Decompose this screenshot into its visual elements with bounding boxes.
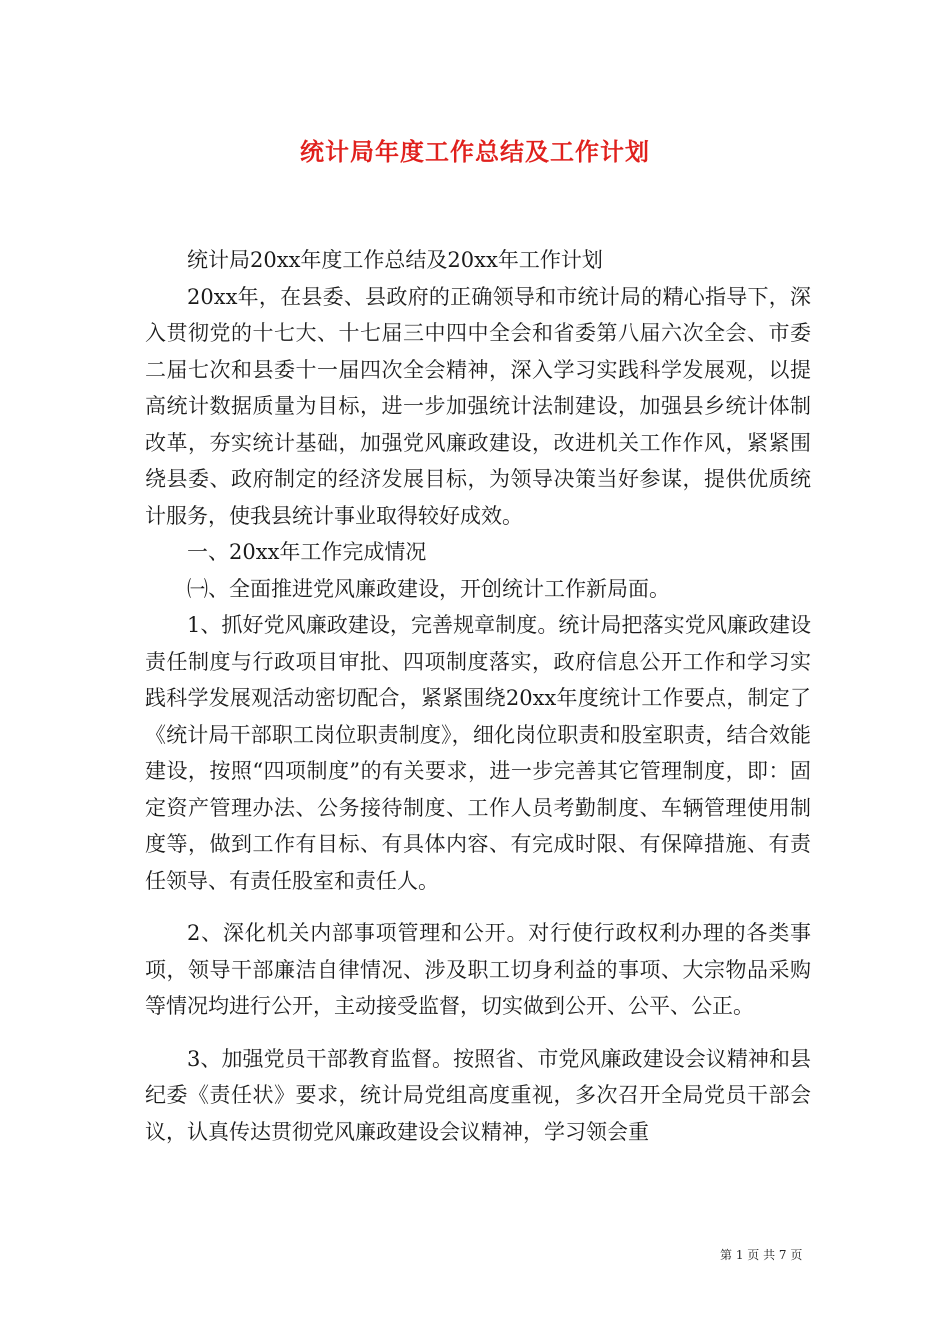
- section-heading: 一、20xx年工作完成情况: [187, 540, 427, 564]
- document-title: 统计局年度工作总结及工作计划: [300, 137, 650, 166]
- paragraph-item-2: 2、深化机关内部事项管理和公开。对行使行政权利办理的各类事项，领导干部廉洁自律情况、涉及职工切身利益的事项、大宗物品采购等情况均进行公开，主动接受监督，切实做到公开、公平、公正。: [145, 921, 811, 1018]
- paragraph-item-1: 1、抓好党风廉政建设，完善规章制度。统计局把落实党风廉政建设责任制度与行政项目审批、四项制度落实，政府信息公开工作和学习实践科学发展观活动密切配合，紧紧围绕20xx年度统计工作要点，制定了《统计局干部职工岗位职责制度》，细化岗位职责和股室职责，结合效能建设，按照“四项制度”的有关要求，进一步完善其它管理制度，即：固定资产管理办法、公务接待制度、工作人员考勤制度、车辆管理使用制度等，做到工作有目标、有具体内容、有完成时限、有保障措施、有责任领导、有责任股室和责任人。: [145, 613, 811, 893]
- subsection-heading: ㈠、全面推进党风廉政建设，开创统计工作新局面。: [187, 576, 670, 601]
- paragraph-subtitle: 统计局20xx年度工作总结及20xx年工作计划: [187, 248, 603, 272]
- document-body: [145, 242, 811, 1150]
- paragraph-item-3: 3、加强党员干部教育监督。按照省、市党风廉政建设会议精神和县纪委《责任状》要求，统计局党组高度重视，多次召开全局党员干部会议，认真传达贯彻党风廉政建设会议精神，学习领会重: [145, 1046, 811, 1144]
- page-number: 第 1 页 共 7 页: [720, 1248, 803, 1262]
- paragraph-intro: 20xx年，在县委、县政府的正确领导和市统计局的精心指导下，深入贯彻党的十七大、十七届三中四中全会和省委第八届六次全会、市委二届七次和县委十一届四次全会精神，深入学习实践科学发展观，以提高统计数据质量为目标，进一步加强统计法制建设，加强县乡统计体制改革，夯实统计基础，加强党风廉政建设，改进机关工作作风，紧紧围绕县委、政府制定的经济发展目标，为领导决策当好参谋，提供优质统计服务，使我县统计事业取得较好成效。: [145, 284, 811, 528]
